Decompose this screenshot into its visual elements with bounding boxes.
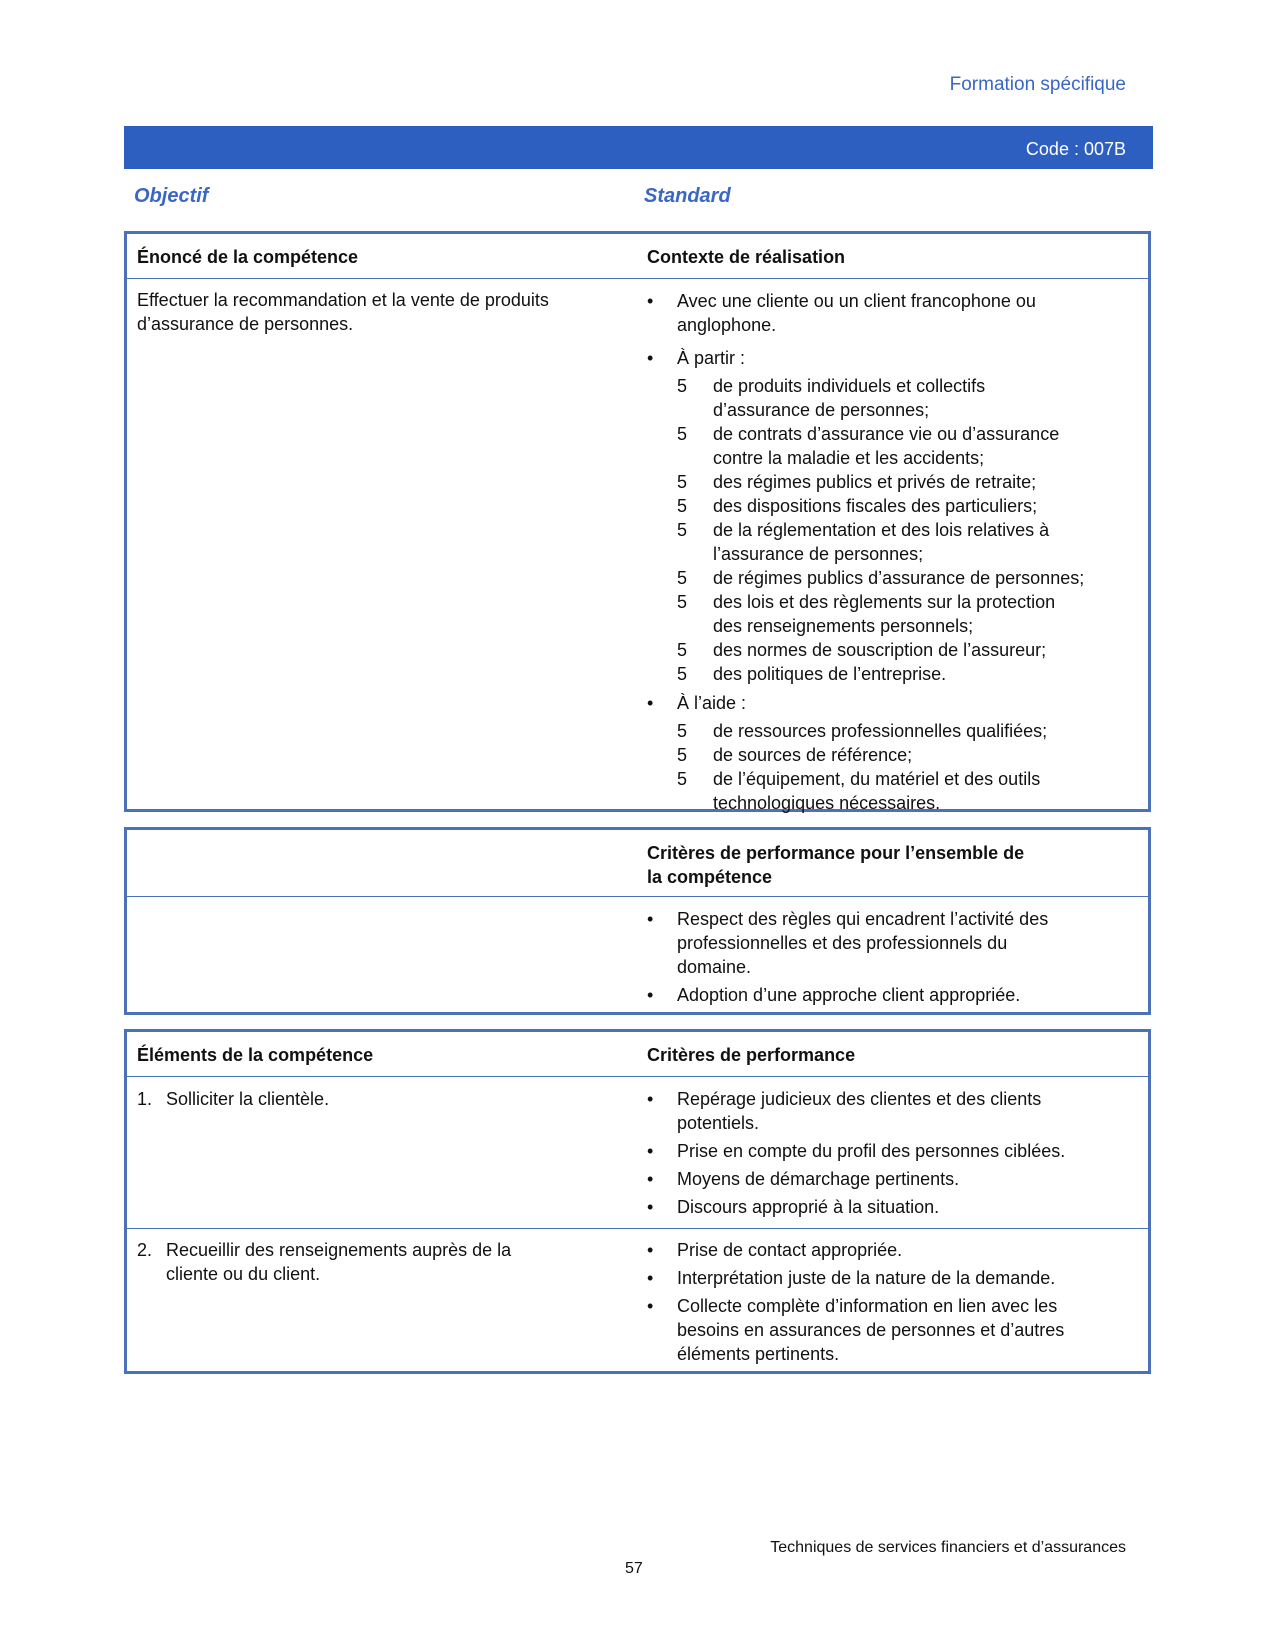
item-text-line: éléments pertinents.: [677, 1344, 840, 1364]
item-text-line: contre la maladie et les accidents;: [713, 448, 985, 468]
item-text-line: À l’aide :: [677, 693, 747, 713]
item-text-line: de la réglementation et des lois relatives à: [713, 520, 1050, 540]
performance-criterion: [647, 1167, 1127, 1191]
statement-heading: Énoncé de la compétence: [137, 247, 359, 267]
context-item: [647, 346, 1127, 370]
context-sub-item: [677, 590, 1147, 638]
elements-heading: Éléments de la compétence: [137, 1045, 374, 1065]
overall-criterion: [647, 983, 1127, 1007]
competency-statement-box: [124, 231, 1151, 812]
bullet-marker: •: [647, 693, 654, 713]
context-sub-item: [677, 518, 1147, 566]
context-sub-item: [677, 374, 1147, 422]
sub-bullet-marker: 5: [677, 424, 688, 444]
competency-code: Code : 007B: [1025, 139, 1126, 159]
sub-bullet-marker: 5: [677, 721, 688, 741]
item-text-line: de l’équipement, du matériel et des outils: [713, 769, 1041, 789]
context-item: [647, 691, 1127, 715]
bullet-marker: •: [647, 1169, 654, 1189]
program-title: Formation spécifique: [949, 74, 1126, 95]
context-sub-item: [677, 422, 1147, 470]
item-text-line: de sources de référence;: [713, 745, 913, 765]
item-text-line: d’assurance de personnes;: [713, 400, 930, 420]
sub-bullet-marker: 5: [677, 376, 688, 396]
header-divider: [127, 278, 1148, 279]
context-sub-item: [677, 662, 1147, 686]
sub-bullet-marker: 5: [677, 769, 688, 789]
element-number: 1.: [137, 1089, 153, 1109]
context-sub-item: [677, 566, 1147, 590]
context-sub-item: [677, 470, 1147, 494]
item-text-line: des politiques de l’entreprise.: [713, 664, 947, 684]
sub-bullet-marker: 5: [677, 568, 688, 588]
item-text-line: l’assurance de personnes;: [713, 544, 924, 564]
item-text-line: technologiques nécessaires.: [713, 793, 941, 813]
bullet-marker: •: [647, 1141, 654, 1161]
competency-statement: Effectuer la recommandation et la vente de produits d’assurance de personnes.: [137, 290, 549, 334]
context-heading: Contexte de réalisation: [647, 247, 846, 267]
footer-program: Techniques de services financiers et d’assurances: [770, 1539, 1126, 1556]
performance-criterion: [647, 1087, 1127, 1135]
bullet-marker: •: [647, 1268, 654, 1288]
item-text-line: Moyens de démarchage pertinents.: [677, 1169, 960, 1189]
standard-title: Standard: [644, 185, 731, 207]
bullet-marker: •: [647, 1089, 654, 1109]
sub-bullet-marker: 5: [677, 472, 688, 492]
item-text-line: Prise en compte du profil des personnes ciblées.: [677, 1141, 1066, 1161]
context-sub-item: [677, 494, 1147, 518]
item-text-line: Avec une cliente ou un client francophone ou: [677, 291, 1036, 311]
item-text-line: anglophone.: [677, 315, 777, 335]
performance-heading: Critères de performance: [647, 1045, 856, 1065]
item-text-line: Adoption d’une approche client appropriée.: [677, 985, 1021, 1005]
context-sub-item: [677, 719, 1147, 743]
sub-bullet-marker: 5: [677, 664, 688, 684]
element-number: 2.: [137, 1240, 153, 1260]
item-text-line: des dispositions fiscales des particuliers;: [713, 496, 1038, 516]
sub-bullet-marker: 5: [677, 592, 688, 612]
item-text-line: besoins en assurances de personnes et d’autres: [677, 1320, 1065, 1340]
sub-bullet-marker: 5: [677, 520, 688, 540]
performance-criterion: [647, 1195, 1127, 1219]
header-divider: [127, 1076, 1148, 1077]
row-divider: [127, 1228, 1148, 1229]
bullet-marker: •: [647, 291, 654, 311]
context-sub-item: [677, 638, 1147, 662]
element-text: Recueillir des renseignements auprès de la cliente ou du client.: [166, 1240, 512, 1284]
item-text-line: de ressources professionnelles qualifiées;: [713, 721, 1048, 741]
item-text-line: de produits individuels et collectifs: [713, 376, 986, 396]
performance-criterion: [647, 1139, 1127, 1163]
bullet-marker: •: [647, 1296, 654, 1316]
context-item: [647, 289, 1127, 337]
item-text-line: potentiels.: [677, 1113, 760, 1133]
performance-criterion: [647, 1266, 1127, 1290]
item-text-line: des régimes publics et privés de retraite;: [713, 472, 1037, 492]
sub-bullet-marker: 5: [677, 745, 688, 765]
overall-criteria-heading: Critères de performance pour l’ensemble de la compétence: [647, 843, 1025, 887]
bullet-marker: •: [647, 985, 654, 1005]
item-text-line: des lois et des règlements sur la protection: [713, 592, 1056, 612]
bullet-marker: •: [647, 348, 654, 368]
item-text-line: domaine.: [677, 957, 752, 977]
item-text-line: de régimes publics d’assurance de personnes;: [713, 568, 1085, 588]
item-text-line: de contrats d’assurance vie ou d’assurance: [713, 424, 1060, 444]
item-text-line: Respect des règles qui encadrent l’activité des: [677, 909, 1049, 929]
context-sub-item: [677, 743, 1147, 767]
item-text-line: professionnelles et des professionnels du: [677, 933, 1008, 953]
page-number: 57: [625, 1560, 643, 1577]
elements-box: [124, 1029, 1151, 1374]
bullet-marker: •: [647, 1240, 654, 1260]
item-text-line: À partir :: [677, 348, 746, 368]
code-bar: [124, 126, 1153, 169]
overall-criterion: [647, 907, 1127, 979]
element-text: Solliciter la clientèle.: [166, 1089, 330, 1109]
item-text-line: des normes de souscription de l’assureur;: [713, 640, 1047, 660]
header-divider: [127, 896, 1148, 897]
performance-criterion: [647, 1238, 1127, 1262]
bullet-marker: •: [647, 1197, 654, 1217]
item-text-line: Repérage judicieux des clientes et des clients: [677, 1089, 1042, 1109]
item-text-line: Interprétation juste de la nature de la demande.: [677, 1268, 1056, 1288]
item-text-line: Collecte complète d’information en lien avec les: [677, 1296, 1058, 1316]
sub-bullet-marker: 5: [677, 640, 688, 660]
bullet-marker: •: [647, 909, 654, 929]
item-text-line: Discours approprié à la situation.: [677, 1197, 940, 1217]
overall-criteria-box: [124, 827, 1151, 1015]
objectif-title: Objectif: [134, 185, 209, 207]
context-sub-item: [677, 767, 1147, 815]
sub-bullet-marker: 5: [677, 496, 688, 516]
item-text-line: des renseignements personnels;: [713, 616, 974, 636]
performance-criterion: [647, 1294, 1127, 1366]
item-text-line: Prise de contact appropriée.: [677, 1240, 903, 1260]
